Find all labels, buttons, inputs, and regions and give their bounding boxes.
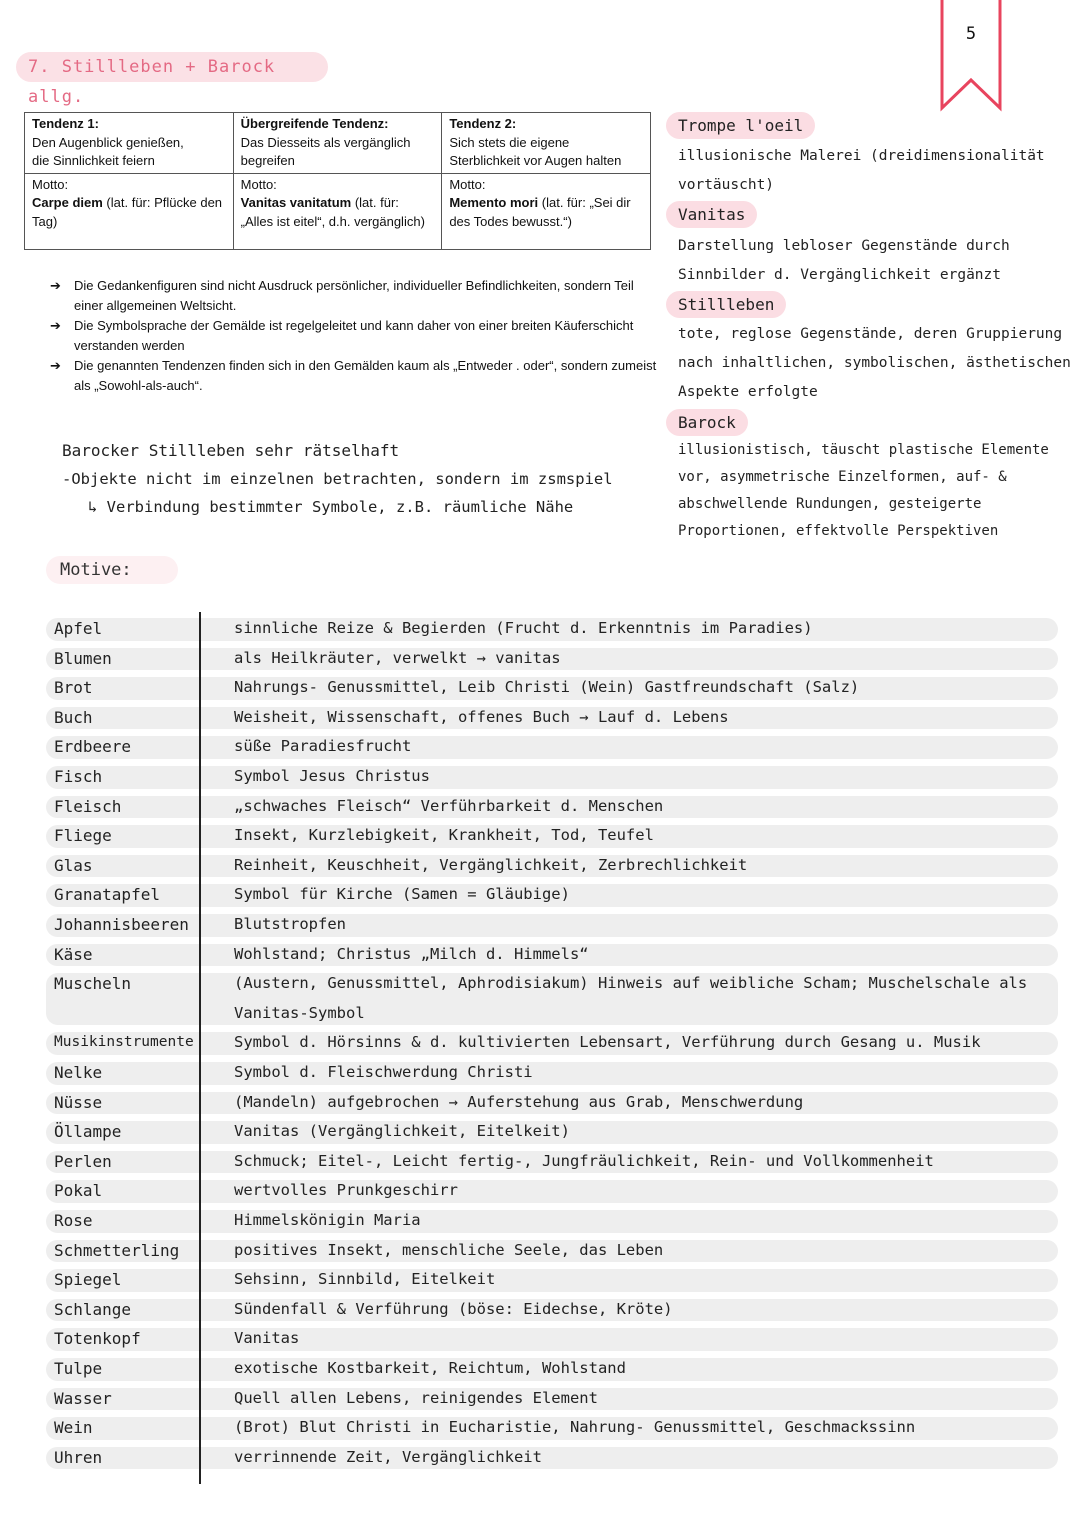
motive-meaning: sinnliche Reize & Begierden (Frucht d. Erkenntnis im Paradies) [234, 619, 813, 637]
column-divider [199, 612, 201, 1484]
motto-name: Vanitas vanitatum [240, 195, 352, 210]
bullet-text: Die Gedankenfiguren sind nicht Ausdruck persönlicher, individueller Befindlichkeiten, sondern Teil einer allgemeinen Weltsicht. [74, 278, 634, 313]
note-line: Barocker Stillleben sehr rätselhaft [62, 441, 400, 460]
tendency-line: Das Diesseits als vergänglich [240, 134, 411, 150]
table-row [46, 673, 1058, 703]
list-item [50, 356, 660, 396]
table-row [46, 969, 1058, 1028]
table-row [46, 1443, 1058, 1473]
motive-term: Johannisbeeren [54, 915, 189, 934]
motive-term: Uhren [54, 1447, 103, 1467]
motive-meaning: (Austern, Genussmittel, Aphrodisiakum) Hinweis auf weibliche Scham; Muschelschale als Vanitas-Symbol [234, 974, 1028, 1022]
motive-meaning: Symbol für Kirche (Samen = Gläubige) [234, 885, 570, 904]
table-cell [442, 173, 651, 249]
motive-meaning: als Heilkräuter, verwelkt → vanitas [234, 648, 561, 667]
motive-meaning: „schwaches Fleisch“ Verführbarkeit d. Menschen [234, 796, 664, 815]
motive-term: Wasser [54, 1388, 112, 1408]
table-cell [233, 173, 442, 249]
definition-text: Darstellung lebloser Gegenstände durch Sinnbilder d. Vergänglichkeit ergänzt [678, 238, 1010, 283]
arrow-right-icon: ➔ [50, 358, 61, 373]
motive-term: Blumen [54, 648, 112, 668]
motive-meaning: Symbol d. Hörsinns & d. kultivierten Lebensart, Verführung durch Gesang u. Musik [234, 1033, 981, 1052]
table-row [46, 851, 1058, 881]
motive-meaning: exotische Kostbarkeit, Reichtum, Wohlstand [234, 1359, 626, 1377]
bullet-text: Die genannten Tendenzen finden sich in den Gemälden kaum als „Entweder . oder“, sondern zumeist als „Sowohl-als-auch“. [74, 358, 657, 393]
motive-meaning: Vanitas (Vergänglichkeit, Eitelkeit) [234, 1122, 570, 1141]
table-row [46, 644, 1058, 674]
tendency-line: begreifen [240, 153, 295, 168]
motive-term: Nüsse [54, 1092, 103, 1112]
bullet-list [50, 276, 660, 396]
table-cell [233, 113, 442, 174]
table-row [46, 1206, 1058, 1236]
tendency-line: Sich stets die eigene [449, 134, 570, 150]
definition-text: illusionistisch, täuscht plastische Elemente vor, asymmetrische Einzelformen, auf- & abschwellende Rundungen, gesteigerte Proportionen, effektvolle Perspektiven [678, 442, 1049, 539]
motive-term: Fisch [54, 767, 103, 786]
motive-meaning: Symbol Jesus Christus [234, 767, 430, 785]
motive-meaning: Nahrungs- Genussmittel, Leib Christi (Wein) Gastfreundschaft (Salz) [234, 678, 860, 697]
motive-term: Perlen [54, 1151, 112, 1171]
table-cell [442, 113, 651, 174]
motive-meaning: wertvolles Prunkgeschirr [234, 1181, 458, 1200]
motive-term: Nelke [54, 1063, 103, 1082]
definition-heading: Stillleben [666, 291, 786, 318]
bookmark-icon [940, 0, 1002, 112]
table-row [46, 792, 1058, 822]
motive-meaning: Vanitas [234, 1329, 300, 1348]
motive-term: Schlange [54, 1299, 132, 1319]
table-row [46, 614, 1058, 644]
table-row [46, 762, 1058, 792]
motto-label: Motto: [32, 176, 69, 192]
motto-name: Memento mori [449, 195, 539, 210]
motive-meaning: Insekt, Kurzlebigkeit, Krankheit, Tod, Teufel [234, 826, 654, 845]
motive-meaning: Wohlstand; Christus „Milch d. Himmels“ [234, 944, 589, 963]
table-row [46, 1413, 1058, 1443]
definition-text: tote, reglose Gegenstände, deren Gruppierung nach inhaltlichen, symbolischen, ästhetischen Aspekte erfolgte [678, 326, 1071, 400]
table-row [46, 1324, 1058, 1354]
motto-name: Carpe diem [32, 195, 103, 210]
motive-term: Muscheln [54, 974, 132, 994]
motive-term: Buch [54, 707, 93, 727]
note-line: ↳ Verbindung bestimmter Symbole, z.B. räumliche Nähe [88, 498, 574, 516]
table-row [46, 821, 1058, 851]
motive-term: Fleisch [54, 796, 122, 816]
motive-term: Spiegel [54, 1270, 122, 1290]
table-cell [25, 113, 234, 174]
motive-term: Erdbeere [54, 737, 132, 757]
motto-translation: (lat. für: „Alles ist eitel“, d.h. vergänglich) [240, 195, 425, 229]
table-row [46, 1384, 1058, 1414]
motto-label: Motto: [449, 176, 486, 192]
tendency-line: die Sinnlichkeit feiern [32, 153, 155, 168]
motive-meaning: Sehsinn, Sinnbild, Eitelkeit [234, 1270, 496, 1289]
definition-heading: Trompe l'oeil [666, 112, 815, 139]
motive-meaning: Quell allen Lebens, reinigendes Element [234, 1388, 598, 1407]
tendency-line: Sterblichkeit vor Augen halten [449, 153, 622, 168]
motive-term: Apfel [54, 619, 103, 638]
motive-meaning: Sündenfall & Verführung (böse: Eidechse, Kröte) [234, 1299, 673, 1318]
table-row [46, 1117, 1058, 1147]
table-row [46, 732, 1058, 762]
arrow-right-icon: ➔ [50, 278, 61, 293]
motive-term: Musikinstrumente [54, 1034, 194, 1051]
motive-meaning: Blutstropfen [234, 915, 346, 933]
motive-term: Granatapfel [54, 885, 160, 905]
motto-translation: (lat. für: „Sei dir des Todes bewusst.“) [449, 195, 631, 229]
tendency-heading: Tendenz 2: [449, 116, 517, 131]
motive-meaning: Weisheit, Wissenschaft, offenes Buch → Lauf d. Lebens [234, 707, 729, 726]
table-row [46, 1028, 1058, 1058]
motive-meaning: (Brot) Blut Christi in Eucharistie, Nahrung- Genussmittel, Geschmackssinn [234, 1418, 916, 1437]
motive-term: Öllampe [54, 1122, 122, 1142]
motive-term: Brot [54, 678, 93, 698]
bullet-text: Die Symbolsprache der Gemälde ist regelgeleitet und kann daher von einer breiten Käuferschicht verstanden werden [74, 318, 634, 353]
motive-meaning: (Mandeln) aufgebrochen → Auferstehung aus Grab, Menschwerdung [234, 1092, 804, 1111]
table-row [46, 910, 1058, 940]
motive-term: Rose [54, 1211, 93, 1230]
definition-text: illusionische Malerei (dreidimensionalität vortäuscht) [678, 148, 1045, 193]
tendency-heading: Übergreifende Tendenz: [240, 116, 389, 131]
list-item [50, 316, 660, 356]
list-item [50, 276, 660, 316]
motive-label: Motive: [46, 556, 178, 584]
motto-label: Motto: [240, 176, 277, 192]
motive-meaning: süße Paradiesfrucht [234, 737, 412, 756]
table-row [46, 940, 1058, 970]
motive-meaning: Reinheit, Keuschheit, Vergänglichkeit, Zerbrechlichkeit [234, 855, 748, 874]
motive-term: Fliege [54, 826, 112, 846]
arrow-right-icon: ➔ [50, 318, 61, 333]
page-title: 7. Stillleben + Barock allg. [16, 52, 328, 82]
motive-term: Schmetterling [54, 1240, 180, 1260]
motive-meaning: verrinnende Zeit, Vergänglichkeit [234, 1447, 542, 1466]
definition-heading: Barock [666, 409, 748, 436]
motive-term: Glas [54, 855, 93, 875]
motto-translation: (lat. für: Pflücke den Tag) [32, 195, 223, 229]
table-cell [25, 173, 234, 249]
table-row [46, 1147, 1058, 1177]
table-row [46, 703, 1058, 733]
motive-term: Totenkopf [54, 1329, 141, 1349]
tendencies-table [24, 112, 651, 250]
table-row [46, 1088, 1058, 1118]
table-row [46, 1236, 1058, 1266]
table-row [46, 1058, 1058, 1088]
table-row [46, 880, 1058, 910]
table-row [46, 1176, 1058, 1206]
tendency-heading: Tendenz 1: [32, 116, 99, 131]
page-number: 5 [965, 24, 977, 44]
table-row [46, 1295, 1058, 1325]
motive-term: Wein [54, 1418, 93, 1438]
table-row [25, 113, 651, 174]
table-row [46, 1265, 1058, 1295]
definition-heading: Vanitas [666, 201, 757, 228]
motive-meaning: Himmelskönigin Maria [234, 1211, 421, 1229]
table-row [25, 173, 651, 249]
motive-meaning: Symbol d. Fleischwerdung Christi [234, 1063, 533, 1081]
motive-term: Käse [54, 944, 93, 964]
motive-term: Tulpe [54, 1359, 103, 1378]
note-line: -Objekte nicht im einzelnen betrachten, sondern im zsmspiel [62, 470, 613, 488]
motive-meaning: Schmuck; Eitel-, Leicht fertig-, Jungfräulichkeit, Rein- und Vollkommenheit [234, 1151, 934, 1170]
motive-term: Pokal [54, 1181, 103, 1201]
tendency-line: Den Augenblick genießen, [32, 134, 184, 150]
motive-meaning: positives Insekt, menschliche Seele, das Leben [234, 1240, 664, 1259]
table-row [46, 1354, 1058, 1384]
